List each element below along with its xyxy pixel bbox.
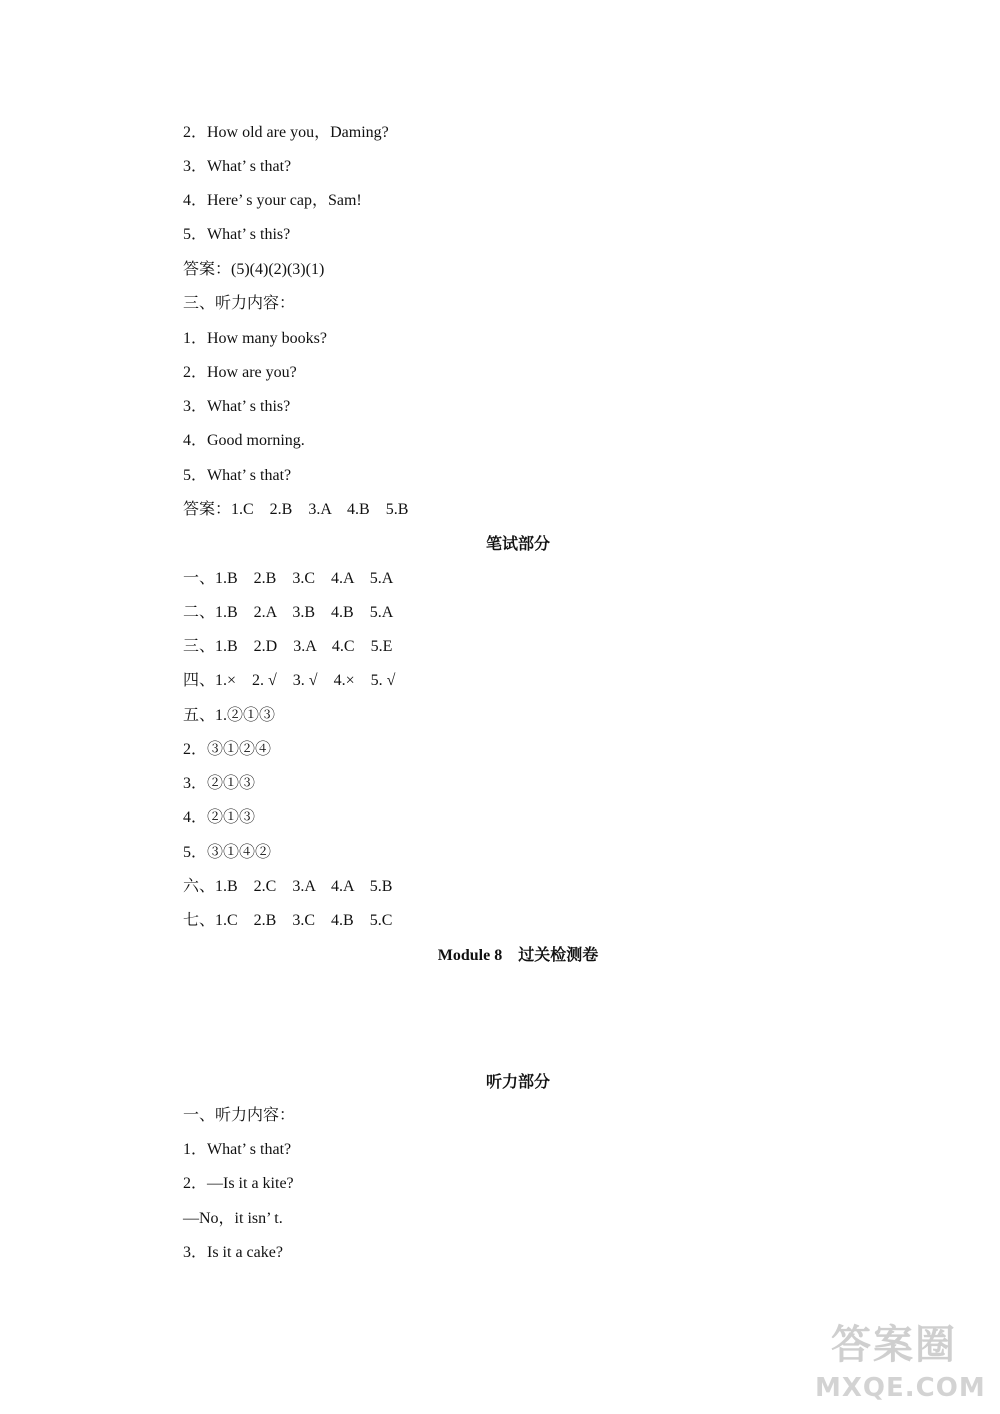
listening-line: 2．How are you? xyxy=(183,364,297,381)
answer-line: 答案：1.C 2.B 3.A 4.B 5.B xyxy=(183,501,409,518)
answer-line: 五、1.②①③ xyxy=(183,707,276,724)
listening-line: 5．What’ s this? xyxy=(183,226,291,243)
listening-line: 3．What’ s this? xyxy=(183,398,291,415)
listening-line: 1．How many books? xyxy=(183,330,327,347)
answer-line: 七、1.C 2.B 3.C 4.B 5.C xyxy=(183,912,393,929)
listening-line: 2．—Is it a kite? xyxy=(183,1175,294,1192)
answer-line: 答案：(5)(4)(2)(3)(1) xyxy=(183,261,325,278)
answer-line: 六、1.B 2.C 3.A 4.A 5.B xyxy=(183,878,393,895)
listening-line: 3．What’ s that? xyxy=(183,158,292,175)
answer-line: 3．②①③ xyxy=(183,775,256,792)
answer-line: 2．③①②④ xyxy=(183,741,272,758)
answer-line: 5．③①④② xyxy=(183,844,272,861)
listening-line: 1．What’ s that? xyxy=(183,1141,292,1158)
section-heading-written: 笔试部分 xyxy=(485,534,550,553)
section-label: 三、听力内容： xyxy=(183,295,296,312)
answer-line: 四、1.× 2. √ 3. √ 4.× 5. √ xyxy=(183,672,396,689)
answer-line: 三、1.B 2.D 3.A 4.C 5.E xyxy=(183,638,393,655)
listening-line: 5．What’ s that? xyxy=(183,467,292,484)
listening-line: 3．Is it a cake? xyxy=(183,1244,283,1261)
answer-line: 二、1.B 2.A 3.B 4.B 5.A xyxy=(183,604,394,621)
watermark-top-text: 答案圈 xyxy=(831,1322,957,1368)
listening-line: —No，it isn’ t. xyxy=(183,1210,283,1227)
answer-line: 一、1.B 2.B 3.C 4.A 5.A xyxy=(183,570,394,587)
listening-line: 4．Good morning. xyxy=(183,432,305,449)
watermark-bottom-text: MXQE.COM xyxy=(815,1373,986,1403)
watermark-logo xyxy=(815,1321,990,1406)
section-heading-listening: 听力部分 xyxy=(485,1072,550,1091)
section-label: 一、听力内容： xyxy=(183,1107,296,1124)
listening-line: 2．How old are you，Daming? xyxy=(183,124,389,141)
listening-line: 4．Here’ s your cap，Sam! xyxy=(183,192,362,209)
module-title: Module 8 过关检测卷 xyxy=(437,947,599,964)
answer-line: 4．②①③ xyxy=(183,809,256,826)
